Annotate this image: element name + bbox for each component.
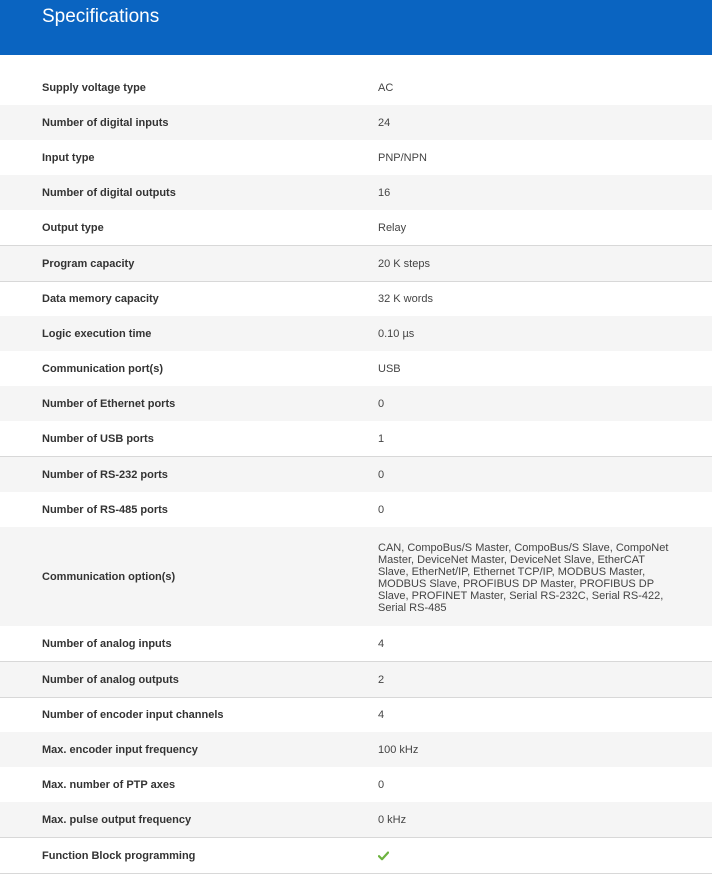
spec-label: Number of USB ports — [42, 432, 154, 445]
spec-label: Number of digital inputs — [42, 116, 169, 129]
spec-row — [0, 421, 712, 456]
spec-value: AC — [378, 81, 394, 94]
spec-row — [0, 351, 712, 386]
spec-value: Relay — [378, 221, 407, 234]
spec-label: Max. encoder input frequency — [42, 743, 198, 756]
spec-value: CAN, CompoBus/S Master, CompoBus/S Slave, CompoNet Master, DeviceNet Master, DeviceNet Slave, EtherCAT Slave, EtherNet/IP, Ethernet TCP/IP, MODBUS Master, MODBUS Slave, PROFIBUS DP Master, PROFIBUS DP Slave, PROFINET Master, Serial RS-232C, Serial RS-422, Serial RS-485 — [378, 541, 669, 614]
spec-value: 0 — [378, 778, 385, 791]
spec-value: 20 K steps — [378, 257, 430, 270]
spec-row — [0, 386, 712, 421]
spec-value — [378, 838, 678, 873]
spec-label: Output type — [42, 221, 104, 234]
spec-row — [0, 837, 712, 873]
spec-label: Communication port(s) — [42, 362, 163, 375]
spec-value: 32 K words — [378, 293, 434, 305]
spec-row — [0, 802, 712, 837]
spec-label: Number of Ethernet ports — [42, 397, 176, 410]
spec-row — [0, 767, 712, 802]
table-bottom-divider — [0, 873, 712, 874]
spec-row — [0, 732, 712, 767]
spec-row — [0, 697, 712, 732]
spec-value: 0 — [378, 503, 385, 516]
spec-label: Number of RS-232 ports — [42, 468, 168, 481]
spec-value: 24 — [378, 116, 391, 129]
spec-value: 0 kHz — [378, 813, 407, 826]
spec-row — [0, 661, 712, 697]
spec-value: 16 — [378, 186, 391, 199]
spec-label: Data memory capacity — [42, 293, 159, 305]
spec-value: 2 — [378, 673, 385, 686]
spec-value: PNP/NPN — [378, 151, 427, 164]
spec-label: Max. pulse output frequency — [42, 813, 192, 826]
spec-label: Supply voltage type — [42, 81, 146, 94]
spec-value: 0 — [378, 397, 385, 410]
spec-label: Program capacity — [42, 257, 135, 270]
spec-label: Logic execution time — [42, 327, 152, 340]
spec-row — [0, 210, 712, 245]
spec-value: USB — [378, 362, 401, 375]
check-icon — [378, 851, 388, 861]
page-title: Specifications — [42, 6, 160, 27]
spec-value: 0 — [378, 468, 385, 481]
spec-row — [0, 140, 712, 175]
specifications-header — [0, 0, 712, 55]
spec-row — [0, 527, 712, 626]
spec-row — [0, 245, 712, 281]
spec-value: 100 kHz — [378, 743, 419, 756]
spec-row — [0, 105, 712, 140]
spec-label: Communication option(s) — [42, 570, 176, 583]
spec-label: Max. number of PTP axes — [42, 778, 176, 791]
spec-value: 4 — [378, 637, 385, 650]
spec-row — [0, 281, 712, 316]
spec-label: Number of encoder input channels — [42, 709, 224, 721]
spec-row — [0, 456, 712, 492]
spec-value: 0.10 µs — [378, 327, 415, 340]
spec-row — [0, 626, 712, 661]
spec-row — [0, 492, 712, 527]
spec-label: Number of RS-485 ports — [42, 503, 168, 516]
spec-label: Function Block programming — [42, 849, 196, 862]
spec-row — [0, 70, 712, 105]
spec-value: 1 — [378, 432, 385, 445]
spec-label: Number of analog outputs — [42, 673, 179, 686]
spec-value: 4 — [378, 709, 385, 721]
spec-label: Number of digital outputs — [42, 186, 176, 199]
spec-label: Input type — [42, 151, 95, 164]
spec-row — [0, 175, 712, 210]
spec-row — [0, 316, 712, 351]
spec-label: Number of analog inputs — [42, 637, 172, 650]
